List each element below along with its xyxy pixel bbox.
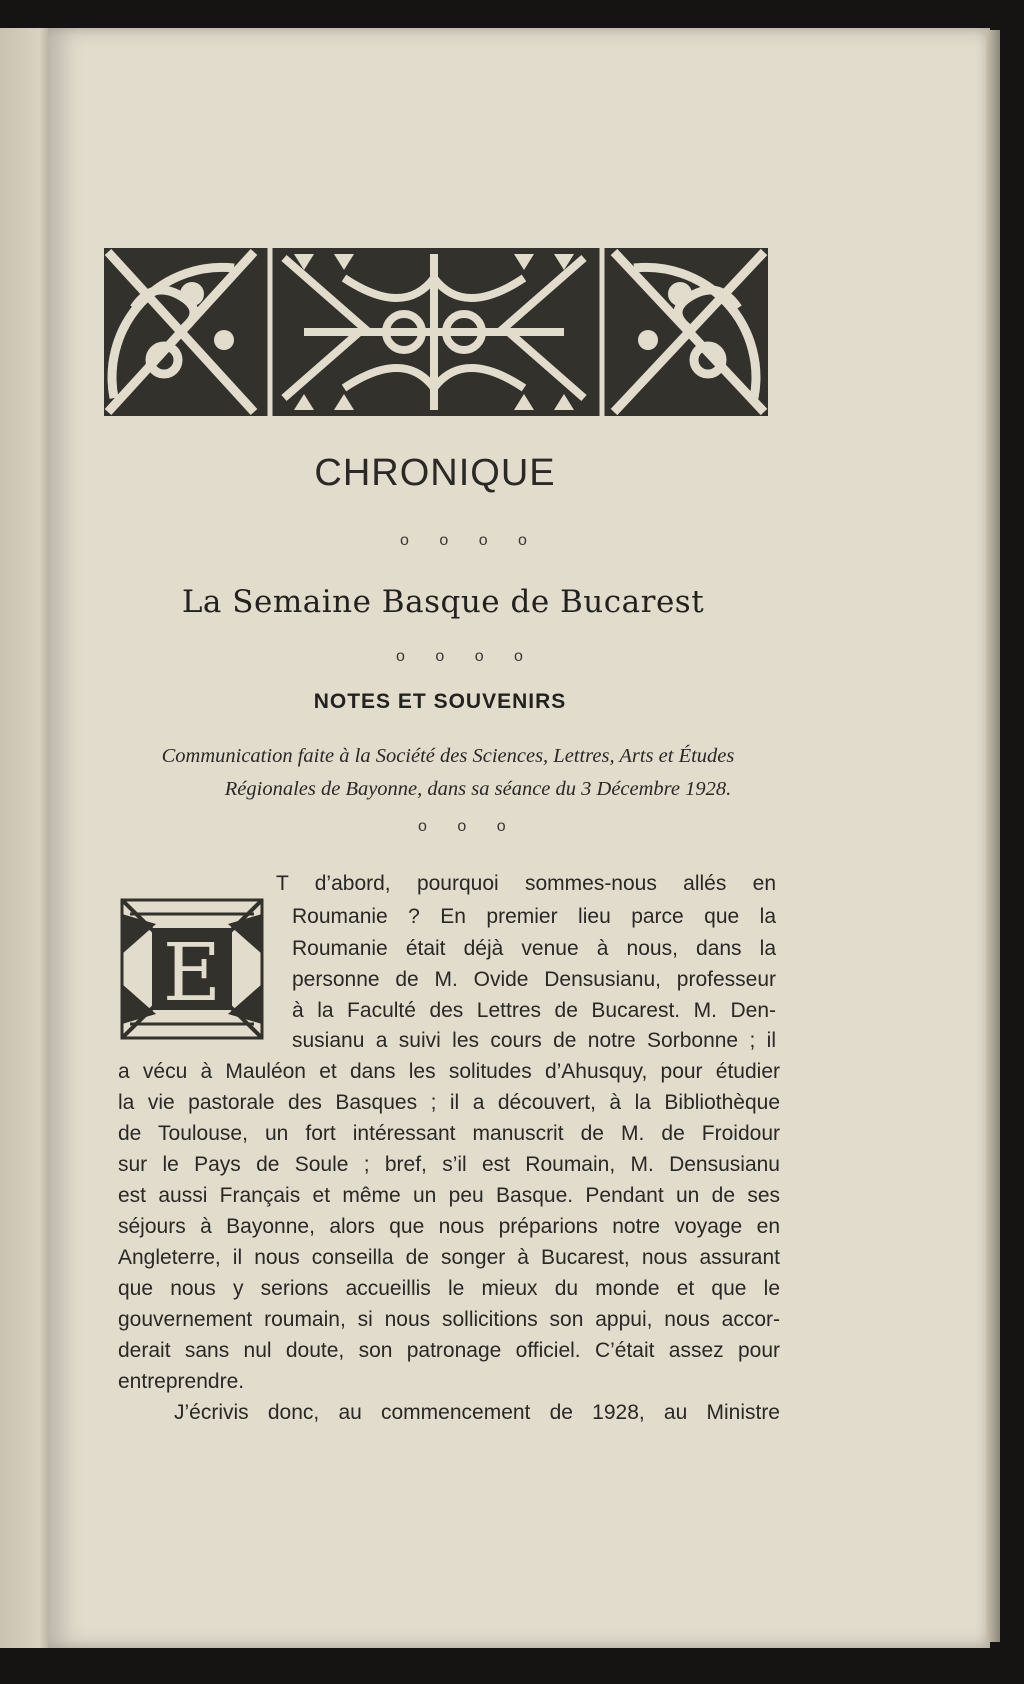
text-line: Roumanie était déjà venue à nous, dans la bbox=[292, 937, 776, 960]
text-line: à la Faculté des Lettres de Bucarest. M. Den- bbox=[292, 999, 776, 1022]
text-line: T d’abord, pourquoi sommes-nous allés en bbox=[276, 872, 776, 895]
caption-line: Régionales de Bayonne, dans sa séance du 3 Décembre 1928. bbox=[224, 778, 732, 800]
text-line: entreprendre. bbox=[118, 1370, 245, 1393]
text-line: sur le Pays de Soule ; bref, s’il est Roumain, M. Densusianu bbox=[118, 1153, 780, 1176]
article-title: La Semaine Basque de Bucarest bbox=[181, 584, 705, 620]
text-line: derait sans nul doute, son patronage officiel. C’était assez pour bbox=[118, 1339, 780, 1362]
dropcap-ornament bbox=[116, 894, 268, 1044]
text-line: Angleterre, il nous conseilla de songer à Bucarest, nous assurant bbox=[118, 1246, 780, 1269]
text-line: a vécu à Mauléon et dans les solitudes d’Ahusquy, pour étudier bbox=[118, 1060, 780, 1083]
dropcap-letter: E bbox=[162, 926, 222, 1019]
separator-dots: o o o o bbox=[396, 648, 536, 665]
text-line: de Toulouse, un fort intéressant manuscrit de M. de Froidour bbox=[118, 1122, 780, 1145]
page-fore-edge bbox=[986, 30, 1000, 1642]
text-line: gouvernement roumain, si nous sollicitions son appui, nous accor- bbox=[118, 1308, 780, 1331]
text-line: la vie pastorale des Basques ; il a découvert, à la Bibliothèque bbox=[118, 1091, 780, 1114]
text-line: que nous y serions accueillis le mieux du monde et que le bbox=[118, 1277, 780, 1300]
ornamental-banner bbox=[104, 248, 768, 416]
separator-dots: o o o o bbox=[400, 532, 540, 549]
caption bbox=[112, 740, 784, 806]
text-line: est aussi Français et même un peu Basque. Pendant un de ses bbox=[118, 1184, 780, 1207]
chronicle-title: CHRONIQUE bbox=[314, 452, 556, 494]
text-line: personne de M. Ovide Densusianu, professeur bbox=[292, 968, 776, 991]
text-line: Roumanie ? En premier lieu parce que la bbox=[292, 905, 776, 928]
text-line: séjours à Bayonne, alors que nous préparions notre voyage en bbox=[118, 1215, 780, 1238]
caption-line: Communication faite à la Société des Sciences, Lettres, Arts et Études bbox=[161, 745, 735, 767]
text-line: susianu a suivi les cours de notre Sorbonne ; il bbox=[292, 1029, 776, 1052]
text-line: J’écrivis donc, au commencement de 1928, au Ministre bbox=[174, 1401, 780, 1424]
separator-dots: o o o bbox=[418, 818, 519, 835]
section-title: NOTES ET SOUVENIRS bbox=[313, 690, 567, 713]
